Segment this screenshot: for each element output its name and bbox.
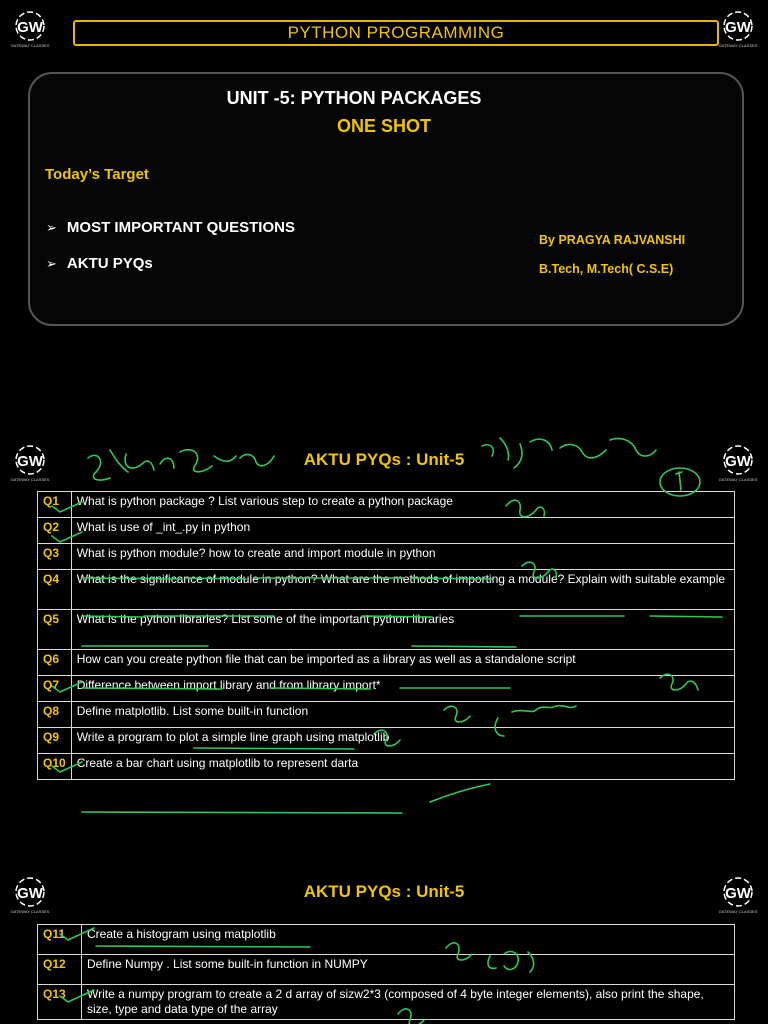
pyq-heading: AKTU PYQs : Unit-5 bbox=[303, 450, 465, 469]
table-row bbox=[38, 955, 735, 985]
question-number: Q5 bbox=[38, 610, 72, 650]
svg-text:GATEWAY CLASSES: GATEWAY CLASSES bbox=[718, 43, 758, 48]
svg-text:GW: GW bbox=[725, 453, 751, 470]
gateway-logo bbox=[8, 10, 52, 50]
gateway-logo bbox=[716, 10, 760, 50]
arrow-bullet-icon: ➢ bbox=[46, 220, 57, 235]
course-title-bar: PYTHON PROGRAMMING bbox=[73, 20, 719, 46]
svg-text:GW: GW bbox=[17, 19, 43, 36]
question-text: Create a histogram using matplotlib bbox=[82, 925, 735, 955]
table-row bbox=[38, 518, 735, 544]
question-text: What is python module? how to create and import module in python bbox=[71, 544, 734, 570]
question-number: Q12 bbox=[38, 955, 82, 985]
table-row bbox=[38, 676, 735, 702]
table-row bbox=[38, 544, 735, 570]
questions-table bbox=[37, 924, 735, 1020]
svg-text:GW: GW bbox=[725, 885, 751, 902]
question-text: What is the python libraries? List some of the important python libraries bbox=[71, 610, 734, 650]
svg-text:GATEWAY CLASSES: GATEWAY CLASSES bbox=[718, 477, 758, 482]
svg-text:GATEWAY CLASSES: GATEWAY CLASSES bbox=[10, 43, 50, 48]
svg-text:GATEWAY CLASSES: GATEWAY CLASSES bbox=[10, 477, 50, 482]
question-number: Q6 bbox=[38, 650, 72, 676]
svg-text:GW: GW bbox=[17, 453, 43, 470]
table-row bbox=[38, 610, 735, 650]
svg-text:GW: GW bbox=[725, 19, 751, 36]
arrow-bullet-icon: ➢ bbox=[46, 256, 57, 271]
pyq-slide-1 bbox=[0, 430, 768, 850]
question-number: Q1 bbox=[38, 492, 72, 518]
todays-target-label: Today’s Target bbox=[45, 166, 149, 183]
author-degree: B.Tech, M.Tech( C.S.E) bbox=[539, 262, 674, 276]
question-number: Q10 bbox=[38, 754, 72, 780]
question-text: Write a numpy program to create a 2 d array of sizw2*3 (composed of 4 byte integer elements), also print the shape, size, type and data type of the array bbox=[82, 985, 735, 1020]
question-number: Q13 bbox=[38, 985, 82, 1020]
question-number: Q11 bbox=[38, 925, 82, 955]
questions-table bbox=[37, 491, 735, 780]
question-text: What is python package ? List various step to create a python package bbox=[71, 492, 734, 518]
question-number: Q7 bbox=[38, 676, 72, 702]
svg-text:GATEWAY CLASSES: GATEWAY CLASSES bbox=[10, 909, 50, 914]
table-row bbox=[38, 985, 735, 1020]
table-row bbox=[38, 702, 735, 728]
table-row bbox=[38, 492, 735, 518]
question-text: Difference between import library and from library import* bbox=[71, 676, 734, 702]
question-number: Q9 bbox=[38, 728, 72, 754]
question-text: Create a bar chart using matplotlib to represent darta bbox=[71, 754, 734, 780]
question-number: Q8 bbox=[38, 702, 72, 728]
question-number: Q4 bbox=[38, 570, 72, 610]
table-row bbox=[38, 754, 735, 780]
question-number: Q2 bbox=[38, 518, 72, 544]
handwritten-scribble bbox=[430, 784, 490, 802]
pyq-heading: AKTU PYQs : Unit-5 bbox=[303, 882, 465, 901]
svg-text:GATEWAY CLASSES: GATEWAY CLASSES bbox=[718, 909, 758, 914]
question-text: What is the significance of module in python? What are the methods of importing a module? Explain with suitable example bbox=[71, 570, 734, 610]
bullet-item bbox=[46, 219, 295, 236]
table-row bbox=[38, 925, 735, 955]
question-number: Q3 bbox=[38, 544, 72, 570]
handwritten-scribble bbox=[676, 472, 682, 490]
unit-heading: UNIT -5: PYTHON PACKAGES bbox=[226, 88, 482, 108]
table-row bbox=[38, 650, 735, 676]
one-shot-label: ONE SHOT bbox=[336, 116, 431, 136]
question-text: Define Numpy . List some built-in function in NUMPY bbox=[82, 955, 735, 985]
unit-info-box bbox=[28, 72, 744, 326]
question-text: Write a program to plot a simple line graph using matplotlib bbox=[71, 728, 734, 754]
bullet-text: AKTU PYQs bbox=[66, 255, 153, 272]
handwritten-underline bbox=[82, 812, 402, 813]
bullet-text: MOST IMPORTANT QUESTIONS bbox=[66, 219, 295, 236]
title-slide bbox=[0, 0, 768, 400]
bullet-item bbox=[46, 255, 153, 272]
question-text: Define matplotlib. List some built-in function bbox=[71, 702, 734, 728]
author-name: By PRAGYA RAJVANSHI bbox=[539, 233, 686, 247]
question-text: What is use of _int_.py in python bbox=[71, 518, 734, 544]
table-row bbox=[38, 728, 735, 754]
table-row bbox=[38, 570, 735, 610]
question-text: How can you create python file that can be imported as a library as well as a standalone script bbox=[71, 650, 734, 676]
svg-text:GW: GW bbox=[17, 885, 43, 902]
pyq-slide-2 bbox=[0, 860, 768, 1024]
